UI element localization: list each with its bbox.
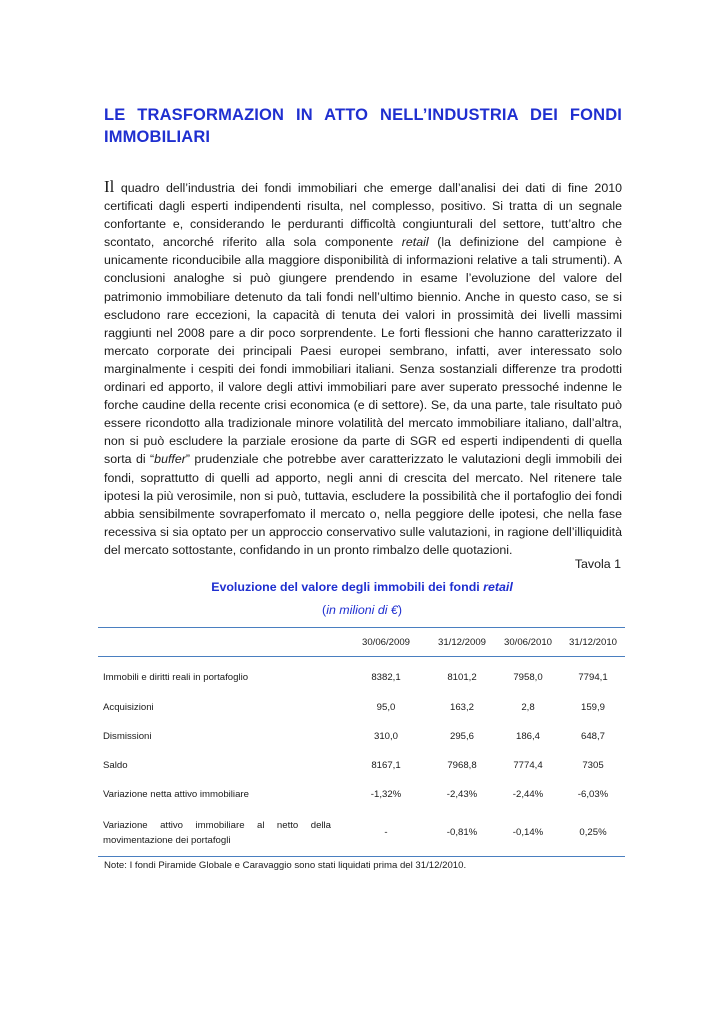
table-row <box>98 693 625 722</box>
paragraph-text-c: ” prudenziale che potrebbe aver caratterizzato le valutazioni degli immobili dei fondi, soprattutto di quelli ad apporto, negli anni di crescita del mercato. Nel ritenere tale ipotesi la più verosimile, non si può, tuttavia, escludere la possibilità che il portafoglio dei fondi abbia sensibilmente sovraperfomato il mercato o, nella peggiore delle ipotesi, che nella fase recessiva si sia optato per un approccio conservativo sulle valutazioni, in ragione dell’illiquidità del mercato sottostante, confidando in un pronto rimbalzo delle quotazioni. <box>104 452 623 557</box>
table-cell: 295,6 <box>449 731 474 742</box>
row-label-cell <box>98 809 343 857</box>
paragraph-dropcap: Il <box>104 177 115 196</box>
column-header: 31/12/2010 <box>561 628 625 657</box>
table-cell: -0,81% <box>429 809 495 857</box>
table-cell: 8167,1 <box>371 760 401 771</box>
table-cell: - <box>343 809 429 857</box>
table-cell: 310,0 <box>373 731 398 742</box>
table-cell: 163,2 <box>449 702 474 713</box>
table-row <box>98 780 625 809</box>
table-subtitle-close: ) <box>397 603 402 617</box>
table-number: Tavola 1 <box>574 557 621 571</box>
header-empty-cell <box>98 628 343 657</box>
row-label: Variazione attivo immobiliare al netto della movimentazione dei portafogli <box>103 819 331 846</box>
table-row <box>98 657 625 694</box>
table-cell: 8382,1 <box>371 671 401 683</box>
column-header: 30/06/2009 <box>343 628 429 657</box>
table-subtitle <box>0 603 724 617</box>
table-cell: 159,9 <box>580 702 605 713</box>
table-cell: -2,44% <box>512 789 544 800</box>
table-cell: 648,7 <box>580 731 605 742</box>
data-table <box>98 627 625 857</box>
table-cell: 2,8 <box>521 702 535 713</box>
table-cell: 7958,0 <box>513 671 543 683</box>
table-cell: 186,4 <box>515 731 540 742</box>
body-paragraph <box>104 178 622 559</box>
page-title: LE TRASFORMAZION IN ATTO NELL’INDUSTRIA DEI FONDI IMMOBILIARI <box>104 106 622 146</box>
row-label: Dismissioni <box>103 731 152 742</box>
column-header: 31/12/2009 <box>429 628 495 657</box>
table-cell: 7305 <box>582 760 604 771</box>
table-title <box>0 580 724 594</box>
table-note: Note: I fondi Piramide Globale e Caravaggio sono stati liquidati prima del 31/12/2010. <box>104 860 467 871</box>
table-row <box>98 809 625 857</box>
table-header-row <box>98 628 625 657</box>
table-cell: -1,32% <box>370 789 402 800</box>
table-cell: -0,14% <box>495 809 561 857</box>
table-cell: 7794,1 <box>578 671 608 683</box>
table-cell: -2,43% <box>446 789 478 800</box>
table-subtitle-unit: in milioni di € <box>326 603 398 617</box>
row-label: Variazione netta attivo immobiliare <box>103 789 249 800</box>
row-label: Immobili e diritti reali in portafoglio <box>103 671 249 683</box>
table-cell: 8101,2 <box>447 671 477 683</box>
table-subtitle-open: ( <box>322 603 327 617</box>
paragraph-text-a: quadro dell’industria dei fondi immobiliari che emerge dall’analisi dei dati di fine 2010 certificati dagli esperti indipendenti risulta, nel complesso, positivo. Si tratta di un segnale confortante e, considerando le perduranti difficoltà congiunturali del settore, tutt’altro che scontato, ancorché riferito alla sola componente <box>104 181 622 250</box>
column-header: 30/06/2010 <box>495 628 561 657</box>
paragraph-text-b: (la definizione del campione è unicamente riconducibile alla maggiore disponibilità di informazioni relative a tali strumenti). A conclusioni analoghe si può giungere prendendo in esame l’evoluzione del valore del patrimonio immobiliare detenuto da tali fondi nell’ultimo biennio. Anche in questo caso, se si escludono rare eccezioni, la capacità di tenuta dei valori in prossimità dei livelli massimi raggiunti nel 2008 pare a dir poco sorprendente. Le forti flessioni che hanno caratterizzato il mercato corporate dei principali Paesi europei sembrano, infatti, aver interessato solo marginalmente i cespiti dei fondi immobiliari italiani. Senza sostanziali differenze tra prodotti ordinari ed apporto, il valore degli attivi immobiliari pare aver superato pressoché indenne le forche caudine della recente crisi economica (e di settore). Se, da una parte, tale risultato può essere ricondotto alla tradizionale minore volatilità del mercato immobiliare italiano, dall’altra, non si può escludere la parziale erosione da parte di SGR ed esperti indipendenti di quella sorta di “ <box>104 235 622 467</box>
paragraph-italic-retail: retail <box>401 235 429 250</box>
row-label: Saldo <box>103 760 128 771</box>
table-cell: 7774,4 <box>513 760 543 771</box>
table-cell: 0,25% <box>561 809 625 857</box>
table-row <box>98 722 625 751</box>
table-cell: 95,0 <box>376 702 396 713</box>
table-title-italic: retail <box>483 580 513 594</box>
table-row <box>98 751 625 780</box>
row-label: Acquisizioni <box>103 702 154 713</box>
table-cell: 7968,8 <box>447 760 477 771</box>
paragraph-italic-buffer: buffer <box>154 452 186 467</box>
table-title-main: Evoluzione del valore degli immobili dei fondi <box>211 580 484 594</box>
table-cell: -6,03% <box>577 789 609 800</box>
